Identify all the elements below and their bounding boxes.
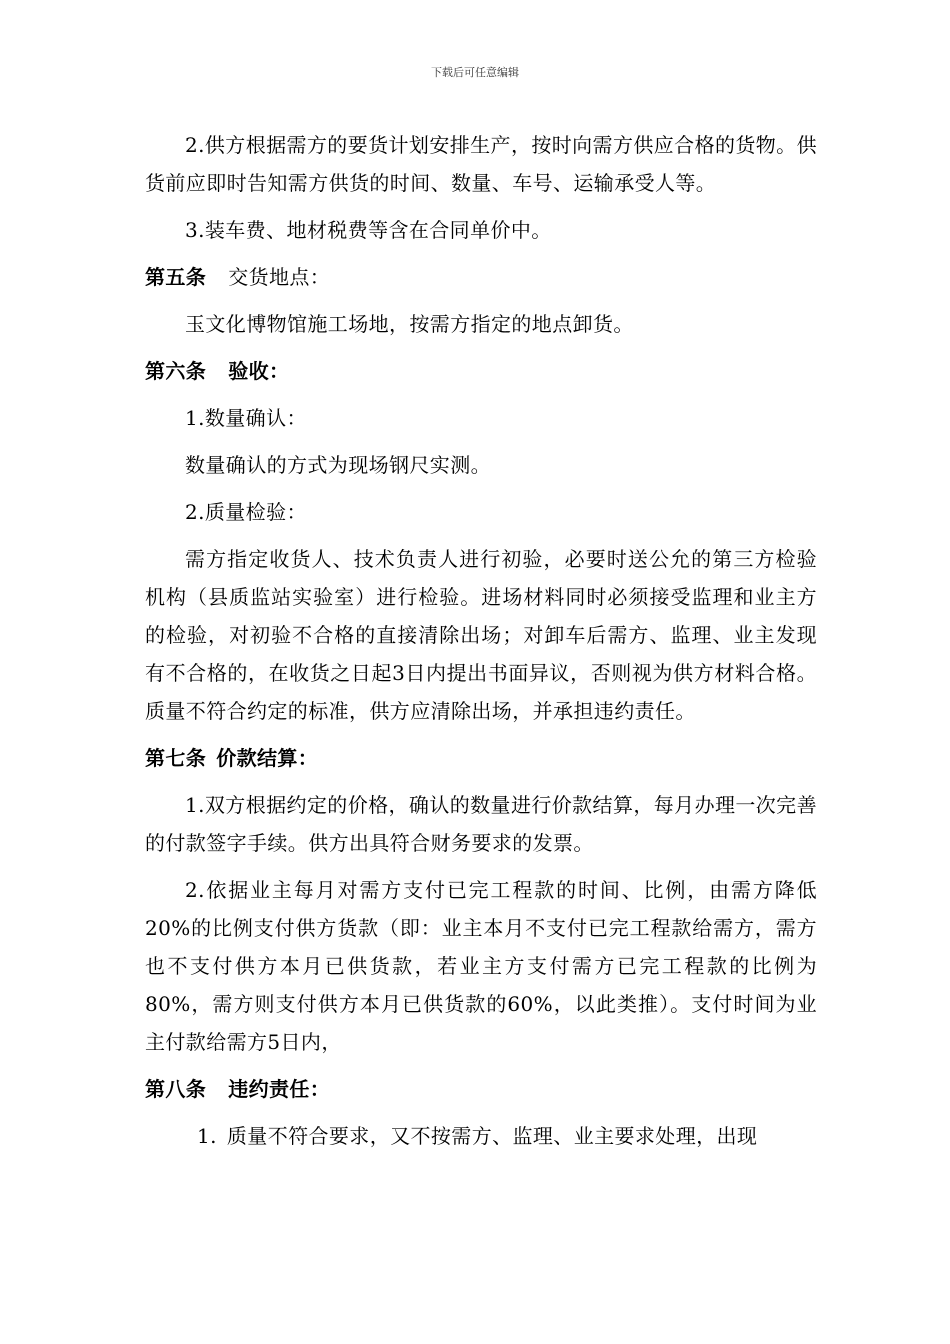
article-title: 交货地点： bbox=[228, 265, 331, 289]
article-title: 违约责任： bbox=[228, 1077, 331, 1101]
list-item-breach-1 bbox=[145, 1117, 817, 1155]
heading-article-7 bbox=[145, 739, 817, 777]
article-title: 价款结算： bbox=[216, 746, 319, 770]
heading-article-5 bbox=[145, 258, 817, 296]
item-number: 1. bbox=[197, 1124, 217, 1148]
paragraph-supply-plan: 2.供方根据需方的要货计划安排生产，按时向需方供应合格的货物。供货前应即时告知需方供货的时间、数量、车号、运输承受人等。 bbox=[145, 133, 817, 195]
paragraph-delivery-location: 玉文化博物馆施工场地，按需方指定的地点卸货。 bbox=[185, 312, 634, 336]
article-number: 第七条 bbox=[145, 746, 207, 770]
article-number: 第六条 bbox=[145, 359, 207, 383]
paragraph-loading-fee: 3.装车费、地材税费等含在合同单价中。 bbox=[185, 218, 552, 242]
article-number: 第五条 bbox=[145, 265, 207, 289]
paragraph-inspection-detail: 需方指定收货人、技术负责人进行初验，必要时送公允的第三方检验机构（县质监站实验室）进行检验。进场材料同时必须接受监理和业主方的检验，对初验不合格的直接清除出场；对卸车后需方、监理、业主发现有不合格的，在收货之日起3日内提出书面异议，否则视为供方材料合格。质量不符合约定的标准，供方应清除出场，并承担违约责任。 bbox=[145, 547, 817, 723]
paragraph-quantity-confirm: 1.数量确认： bbox=[185, 406, 307, 430]
heading-article-8 bbox=[145, 1070, 817, 1108]
paragraph-quality-inspection: 2.质量检验： bbox=[185, 500, 307, 524]
article-number: 第八条 bbox=[145, 1077, 207, 1101]
heading-article-6 bbox=[145, 352, 817, 390]
article-title: 验收： bbox=[228, 359, 290, 383]
page-header: 下载后可任意编辑 bbox=[431, 66, 519, 79]
paragraph-settlement-2: 2.依据业主每月对需方支付已完工程款的时间、比例，由需方降低20%的比例支付供方货款（即：业主本月不支付已完工程款给需方，需方也不支付供方本月已供货款，若业主方支付需方已完工程款的比例为80%，需方则支付供方本月已供货款的60%，以此类推）。支付时间为业主付款给需方5日内， bbox=[145, 878, 817, 1054]
paragraph-quantity-method: 数量确认的方式为现场钢尺实测。 bbox=[185, 453, 491, 477]
document-body bbox=[145, 126, 817, 1155]
paragraph-settlement-1: 1.双方根据约定的价格，确认的数量进行价款结算，每月办理一次完善的付款签字手续。供方出具符合财务要求的发票。 bbox=[145, 793, 817, 855]
item-text: 质量不符合要求，又不按需方、监理、业主要求处理，出现 bbox=[226, 1124, 758, 1148]
